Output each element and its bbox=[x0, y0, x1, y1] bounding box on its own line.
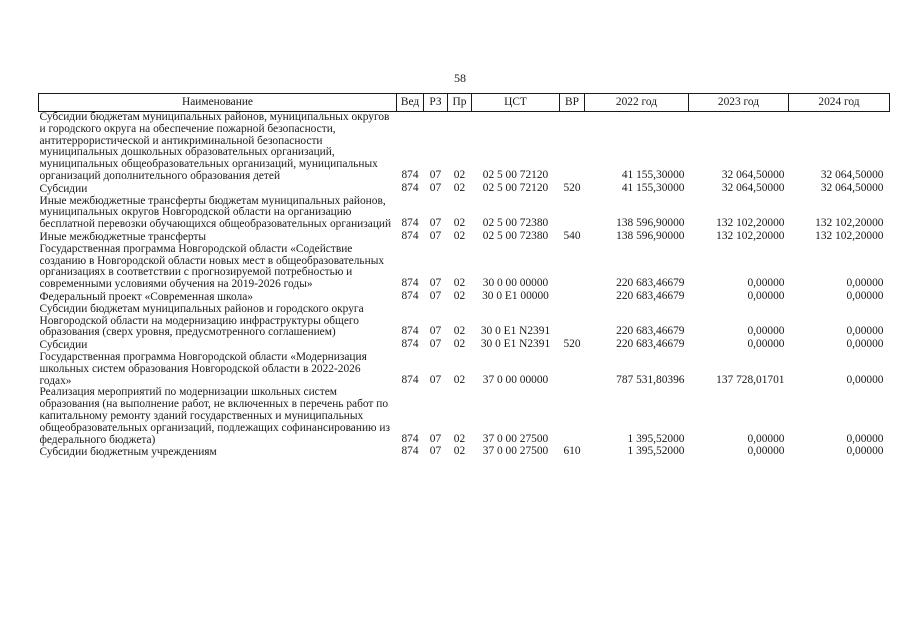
row-rz: 07 bbox=[429, 168, 442, 181]
table-row bbox=[39, 387, 890, 446]
row-pr: 02 bbox=[453, 229, 466, 242]
row-rz: 07 bbox=[429, 277, 442, 290]
row-ved: 874 bbox=[401, 289, 419, 302]
row-name: Иные межбюджетные трансферты bbox=[39, 230, 207, 243]
row-amount-2022: 1 395,52000 bbox=[627, 445, 685, 458]
row-amount-2022: 138 596,90000 bbox=[616, 229, 685, 242]
row-ved: 874 bbox=[401, 445, 419, 458]
row-ved: 874 bbox=[401, 229, 419, 242]
table-row bbox=[39, 196, 890, 231]
row-amount-2023: 0,00000 bbox=[747, 445, 785, 458]
row-name: Государственная программа Новгородской области «Модернизация школьных систем образования Новгородской области в 2022-2026 годах» bbox=[39, 350, 367, 387]
row-amount-2023: 132 102,20000 bbox=[716, 229, 785, 242]
row-rz: 07 bbox=[429, 432, 442, 445]
row-name: Субсидии бюджетным учреждениям bbox=[39, 446, 217, 459]
row-cst: 02 5 00 72380 bbox=[482, 217, 549, 230]
row-cst: 37 0 00 27500 bbox=[482, 432, 549, 445]
row-rz: 07 bbox=[429, 338, 442, 351]
page-number: 58 bbox=[454, 71, 466, 85]
row-amount-2024: 0,00000 bbox=[846, 338, 884, 351]
row-amount-2022: 220 683,46679 bbox=[616, 289, 685, 302]
row-rz: 07 bbox=[429, 181, 442, 194]
row-amount-2024: 32 064,50000 bbox=[820, 181, 884, 194]
row-amount-2023: 132 102,20000 bbox=[716, 217, 785, 230]
row-amount-2023: 32 064,50000 bbox=[721, 168, 785, 181]
table-row bbox=[39, 352, 890, 387]
row-rz: 07 bbox=[429, 229, 442, 242]
row-vr bbox=[560, 196, 585, 231]
row-amount-2024: 132 102,20000 bbox=[815, 217, 884, 230]
header-ved: Вед bbox=[397, 94, 424, 112]
row-pr: 02 bbox=[453, 432, 466, 445]
row-amount-2022: 1 395,52000 bbox=[627, 432, 685, 445]
row-amount-2022: 220 683,46679 bbox=[616, 277, 685, 290]
row-amount-2024: 0,00000 bbox=[846, 373, 884, 386]
row-cst: 30 0 E1 00000 bbox=[482, 289, 549, 302]
row-ved: 874 bbox=[401, 338, 419, 351]
row-vr bbox=[560, 352, 585, 387]
row-cst: 30 0 E1 N2391 bbox=[480, 338, 551, 351]
row-cst: 02 5 00 72120 bbox=[482, 168, 549, 181]
row-cst: 02 5 00 72120 bbox=[482, 181, 549, 194]
row-pr: 02 bbox=[453, 181, 466, 194]
table-row bbox=[39, 446, 890, 459]
row-amount-2024: 0,00000 bbox=[846, 445, 884, 458]
row-amount-2023: 137 728,01701 bbox=[716, 373, 785, 386]
row-name: Субсидии bbox=[39, 182, 88, 195]
header-cst: ЦСТ bbox=[472, 94, 560, 112]
row-rz: 07 bbox=[429, 289, 442, 302]
budget-table bbox=[38, 93, 890, 459]
row-name: Субсидии бюджетам муниципальных районов и городского округа Новгородской области на модернизацию инфраструктуры общего образования (сверх уровня, предусмотренного соглашением) bbox=[39, 302, 364, 339]
row-cst: 37 0 00 00000 bbox=[482, 373, 549, 386]
table-header-row bbox=[39, 94, 890, 112]
row-amount-2022: 220 683,46679 bbox=[616, 338, 685, 351]
row-pr: 02 bbox=[453, 289, 466, 302]
header-2023: 2023 год bbox=[689, 94, 789, 112]
row-pr: 02 bbox=[453, 217, 466, 230]
row-cst: 30 0 E1 N2391 bbox=[480, 325, 551, 338]
row-ved: 874 bbox=[401, 277, 419, 290]
row-pr: 02 bbox=[453, 445, 466, 458]
header-rz: РЗ bbox=[424, 94, 448, 112]
row-name: Субсидии бюджетам муниципальных районов, муниципальных округов и городского округа на обеспечение пожарной безопасности, антитеррористической и антикриминальной безопасности муниципальных дошкольных образовательных организаций, муниципальных общеобразовательных организаций, муниципальных организаций дополнительного образования детей bbox=[39, 111, 390, 182]
row-amount-2024: 0,00000 bbox=[846, 277, 884, 290]
row-ved: 874 bbox=[401, 168, 419, 181]
row-vr: 540 bbox=[563, 229, 581, 242]
row-vr: 520 bbox=[563, 338, 581, 351]
row-cst: 02 5 00 72380 bbox=[482, 229, 549, 242]
row-amount-2023: 0,00000 bbox=[747, 432, 785, 445]
row-name: Федеральный проект «Современная школа» bbox=[39, 290, 253, 303]
row-rz: 07 bbox=[429, 445, 442, 458]
header-vr: ВР bbox=[560, 94, 585, 112]
row-pr: 02 bbox=[453, 277, 466, 290]
row-ved: 874 bbox=[401, 373, 419, 386]
header-2024: 2024 год bbox=[789, 94, 890, 112]
row-pr: 02 bbox=[453, 168, 466, 181]
row-pr: 02 bbox=[453, 373, 466, 386]
row-ved: 874 bbox=[401, 217, 419, 230]
row-rz: 07 bbox=[429, 373, 442, 386]
row-pr: 02 bbox=[453, 338, 466, 351]
row-amount-2023: 0,00000 bbox=[747, 325, 785, 338]
row-vr bbox=[560, 304, 585, 339]
row-amount-2022: 41 155,30000 bbox=[621, 181, 685, 194]
row-amount-2023: 0,00000 bbox=[747, 277, 785, 290]
row-amount-2024: 0,00000 bbox=[846, 432, 884, 445]
table-row bbox=[39, 231, 890, 244]
row-ved: 874 bbox=[401, 432, 419, 445]
row-amount-2023: 32 064,50000 bbox=[721, 181, 785, 194]
row-amount-2023: 0,00000 bbox=[747, 338, 785, 351]
row-vr: 610 bbox=[563, 445, 581, 458]
row-name: Реализация мероприятий по модернизации школьных систем образования (на выполнение работ, не включенных в перечень работ по капитальному ремонту зданий государственных и муниципальных общеобразовательных организаций, подлежащих софинансированию из федерального бюджета) bbox=[39, 386, 391, 446]
header-name: Наименование bbox=[39, 94, 397, 112]
row-amount-2024: 32 064,50000 bbox=[820, 168, 884, 181]
row-cst: 37 0 00 27500 bbox=[482, 445, 549, 458]
row-vr bbox=[560, 112, 585, 183]
row-amount-2024: 0,00000 bbox=[846, 289, 884, 302]
row-vr bbox=[560, 387, 585, 446]
row-vr bbox=[560, 244, 585, 291]
row-vr bbox=[560, 291, 585, 304]
row-amount-2023: 0,00000 bbox=[747, 289, 785, 302]
row-rz: 07 bbox=[429, 325, 442, 338]
row-name: Субсидии bbox=[39, 339, 88, 352]
row-cst: 30 0 00 00000 bbox=[482, 277, 549, 290]
row-amount-2022: 138 596,90000 bbox=[616, 217, 685, 230]
row-name: Иные межбюджетные трансферты бюджетам муниципальных районов, муниципальных округов Новгородской области на организацию бесплатной перевозки обучающихся общеобразовательных организаций bbox=[39, 194, 392, 231]
row-vr: 520 bbox=[563, 181, 581, 194]
header-pr: Пр bbox=[448, 94, 472, 112]
row-amount-2022: 41 155,30000 bbox=[621, 168, 685, 181]
row-amount-2024: 132 102,20000 bbox=[815, 229, 884, 242]
row-name: Государственная программа Новгородской области «Содействие созданию в Новгородской области новых мест в общеобразовательных организациях в соответствии с прогнозируемой потребностью и современными условиями обучения на 2019-2026 годы» bbox=[39, 242, 385, 291]
row-pr: 02 bbox=[453, 325, 466, 338]
table-row bbox=[39, 112, 890, 183]
row-amount-2022: 220 683,46679 bbox=[616, 325, 685, 338]
row-rz: 07 bbox=[429, 217, 442, 230]
table-row bbox=[39, 183, 890, 196]
row-ved: 874 bbox=[401, 325, 419, 338]
table-row bbox=[39, 291, 890, 304]
row-amount-2022: 787 531,80396 bbox=[616, 373, 685, 386]
table-row bbox=[39, 244, 890, 291]
row-amount-2024: 0,00000 bbox=[846, 325, 884, 338]
row-ved: 874 bbox=[401, 181, 419, 194]
header-2022: 2022 год bbox=[585, 94, 689, 112]
table-row bbox=[39, 304, 890, 339]
